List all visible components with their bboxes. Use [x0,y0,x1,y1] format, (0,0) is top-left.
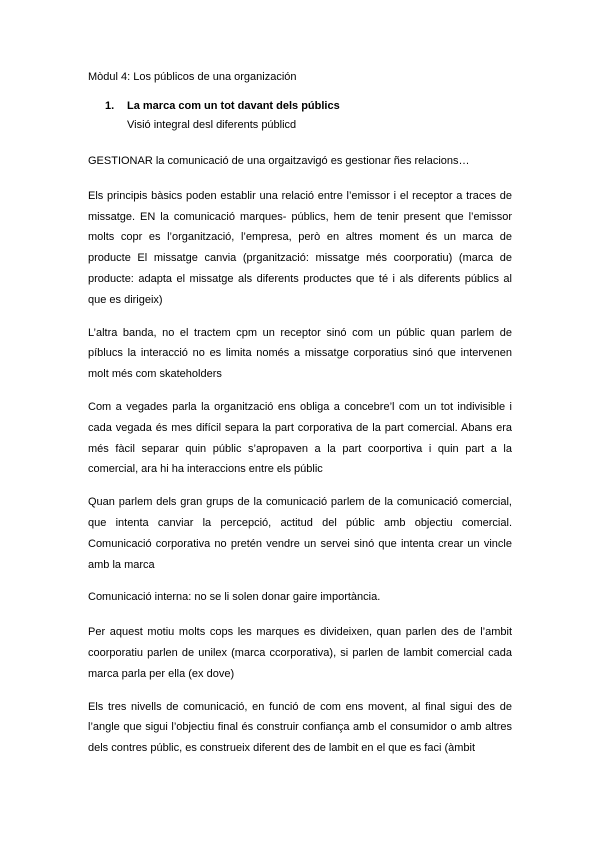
module-header: Mòdul 4: Los públicos de una organización [88,71,297,83]
paragraph-receptor: L’altra banda, no el tractem cpm un receptor sinó com un públic quan parlem de píblucs la interacció no es limita només a missatge corporatius sinó que intervenen molt més com skateholders [88,326,512,381]
paragraph-intro: GESTIONAR la comunicació de una orgaitzavigó es gestionar ñes relacions… [88,155,470,167]
section-heading [105,99,512,114]
paragraph-internal-communication: Comunicació interna: no se li solen donar gaire importància. [88,591,381,604]
section-subtitle: Visió integral desl diferents públicd [127,119,297,131]
section-number: 1. [105,100,115,112]
paragraph-levels: Els tres nivells de comunicació, en funció de com ens movent, al final sigui des de l’angle que sigui l’objectiu final és construir confiança amb el consumidor o amb altres dels contres públic, es construeix diferent des de lambit en el que es faci (àmbit [88,700,512,755]
paragraph-organization: Com a vegades parla la organització ens obliga a concebre’l com un tot indivisible i cada vegada és mes difícil separa la part corporativa de la part comercial. Abans era més fàcil separar quin públic s’apropaven a la part coorportiva i quin part a la comercial, ara hi ha interaccions entre els públic [88,400,512,476]
paragraph-communication-groups: Quan parlem dels gran grups de la comunicació parlem de la comunicació comercial, que intenta canviar la percepció, actitud del públic amb objectiu comercial. Comunicació corporativa no pretén vendre un servei sinó que intenta crear un vincle amb la marca [88,496,512,571]
section-title: La marca com un tot davant dels públics [127,100,340,112]
paragraph-principles: Els principis bàsics poden establir una relació entre l’emissor i el receptor a traces de missatge. EN la comunicació marques- públics, hem de tenir present que l’emissor molts copr es l’organització, l’empresa, però en altres moment és un marca de producte El missatge canvia (prganització: missatge més coorporatiu) (marca de producte: adapta el missatge als diferents productes que té i als diferents públics al que es dirigeix) [88,189,512,306]
paragraph-brands: Per aquest motiu molts cops les marques es divideixen, quan parlen des de l’ambit coorporatiu parlen de unilex (marca ccorporativa), si parlen de lambit comercial cada marca parla per ella (ex dove) [88,626,512,680]
